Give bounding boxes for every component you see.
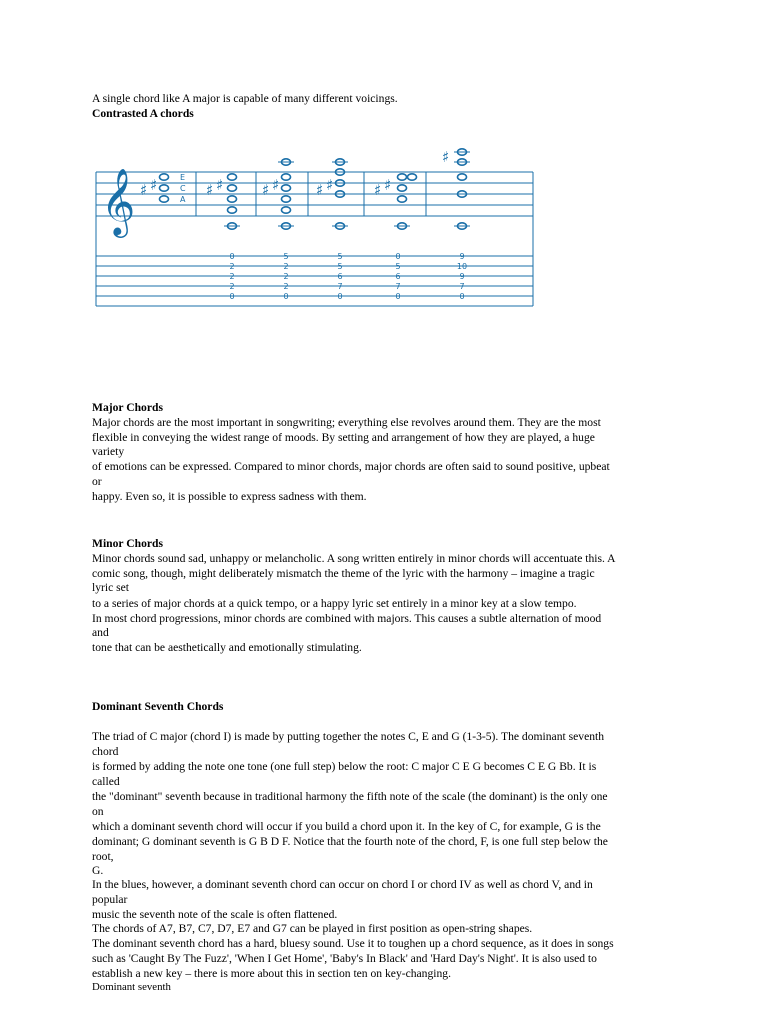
dominant-line-1: The triad of C major (chord I) is made by putting together the notes C, E and G (1-3-5). The dominant seventh (92, 730, 605, 743)
tab-number: 7 (337, 282, 343, 291)
tab-number: 7 (395, 282, 401, 291)
minor-line-6: and (92, 626, 109, 639)
note-label-c: C (180, 184, 186, 193)
dominant-line-11: In the blues, however, a dominant seventh chord can occur on chord I or chord IV as well as chord V, and in (92, 878, 593, 891)
tab-number: 2 (283, 282, 289, 291)
tab-number: 5 (395, 262, 401, 271)
dominant-line-15: The dominant seventh chord has a hard, bluesy sound. Use it to toughen up a chord sequence, as it does in songs (92, 937, 614, 950)
tab-number: 2 (229, 272, 235, 281)
dominant-line-4: called (92, 775, 120, 788)
dominant-line-7: which a dominant seventh chord will occur if you build a chord upon it. In the key of C, for example, G is the (92, 820, 601, 833)
dominant-line-13: music the seventh note of the scale is often flattened. (92, 908, 338, 921)
tab-number: 0 (229, 252, 235, 261)
tab-number: 2 (283, 262, 289, 271)
figure-heading: Contrasted A chords (92, 107, 194, 120)
intro-text: A single chord like A major is capable of many different voicings. (92, 92, 398, 105)
major-line-5: or (92, 475, 102, 488)
tab-number: 5 (337, 252, 343, 261)
svg-text:♯: ♯ (316, 181, 324, 199)
chord-notation-figure (92, 132, 537, 310)
dominant-line-8: dominant; G dominant seventh is G B D F. Notice that the fourth note of the chord, F, is one full step below the (92, 835, 608, 848)
minor-chords-heading: Minor Chords (92, 537, 163, 550)
dominant-line-12: popular (92, 893, 128, 906)
tab-number: 7 (459, 282, 465, 291)
minor-line-2: comic song, though, might deliberately mismatch the theme of the lyric with the harmony – imagine a tragic (92, 567, 595, 580)
dominant-line-14: The chords of A7, B7, C7, D7, E7 and G7 can be played in first position as open-string shapes. (92, 922, 533, 935)
dominant-line-9: root, (92, 850, 114, 863)
tab-number: 10 (456, 262, 468, 271)
note-label-e: E (180, 173, 186, 182)
svg-text:♯: ♯ (140, 181, 148, 199)
svg-text:♯: ♯ (216, 176, 224, 194)
tab-number: 0 (395, 252, 401, 261)
tab-number: 2 (283, 272, 289, 281)
tab-number: 0 (395, 292, 401, 301)
dominant-line-5: the "dominant" seventh because in traditional harmony the fifth note of the scale (the dominant) is the only one (92, 790, 608, 803)
tab-number: 2 (229, 282, 235, 291)
minor-line-5: In most chord progressions, minor chords are combined with majors. This causes a subtle alternation of mood (92, 612, 602, 625)
svg-text:♯: ♯ (206, 181, 214, 199)
svg-text:♯: ♯ (150, 176, 158, 194)
tab-number: 6 (337, 272, 343, 281)
major-line-3: variety (92, 445, 125, 458)
minor-line-1: Minor chords sound sad, unhappy or melancholic. A song written entirely in minor chords will accentuate this. A (92, 552, 616, 565)
dominant-seventh-caption: Dominant seventh (92, 981, 171, 993)
dominant-line-16: such as 'Caught By The Fuzz', 'When I Get Home', 'Baby's In Black' and 'Hard Day's Night'. It is also used to (92, 952, 597, 965)
tab-number: 0 (283, 292, 289, 301)
major-line-4: of emotions can be expressed. Compared to minor chords, major chords are often said to sound positive, upbeat (92, 460, 610, 473)
tab-number: 9 (459, 272, 465, 281)
dominant-line-10: G. (92, 864, 104, 877)
tab-number: 0 (459, 292, 465, 301)
note-label-a: A (180, 195, 186, 204)
tab-number: 9 (459, 252, 465, 261)
tab-number: 0 (229, 292, 235, 301)
tab-number: 6 (395, 272, 401, 281)
tab-number: 0 (337, 292, 343, 301)
tab-number: 5 (283, 252, 289, 261)
tab-lines (96, 256, 533, 306)
svg-text:♯: ♯ (442, 148, 450, 166)
svg-text:♯: ♯ (272, 176, 280, 194)
ledger-lines (224, 152, 470, 226)
treble-clef-icon: 𝄞 (101, 167, 136, 235)
minor-line-7: tone that can be aesthetically and emotionally stimulating. (92, 641, 362, 654)
svg-text:♯: ♯ (262, 181, 270, 199)
minor-line-4: to a series of major chords at a quick tempo, or a happy lyric set entirely in a minor key at a slow tempo. (92, 597, 577, 610)
dominant-line-2: chord (92, 745, 119, 758)
dominant-line-17: establish a new key – there is more about this in section ten on key-changing. (92, 967, 451, 980)
major-line-6: happy. Even so, it is possible to express sadness with them. (92, 490, 367, 503)
major-line-2: flexible in conveying the widest range of moods. By setting and arrangement of how they are played, a huge (92, 431, 595, 444)
svg-text:♯: ♯ (384, 176, 392, 194)
dominant-line-6: on (92, 805, 104, 818)
major-line-1: Major chords are the most important in songwriting; everything else revolves around them. They are the most (92, 416, 601, 429)
major-chords-heading: Major Chords (92, 401, 163, 414)
staff-lines (96, 172, 533, 216)
tab-number: 5 (337, 262, 343, 271)
svg-text:♯: ♯ (326, 176, 334, 194)
svg-text:♯: ♯ (374, 181, 382, 199)
dominant-seventh-heading: Dominant Seventh Chords (92, 700, 224, 713)
minor-line-3: lyric set (92, 581, 130, 594)
tab-number: 2 (229, 262, 235, 271)
dominant-line-3: is formed by adding the note one tone (one full step) below the root: C major C E G becomes C E G Bb. It is (92, 760, 597, 773)
